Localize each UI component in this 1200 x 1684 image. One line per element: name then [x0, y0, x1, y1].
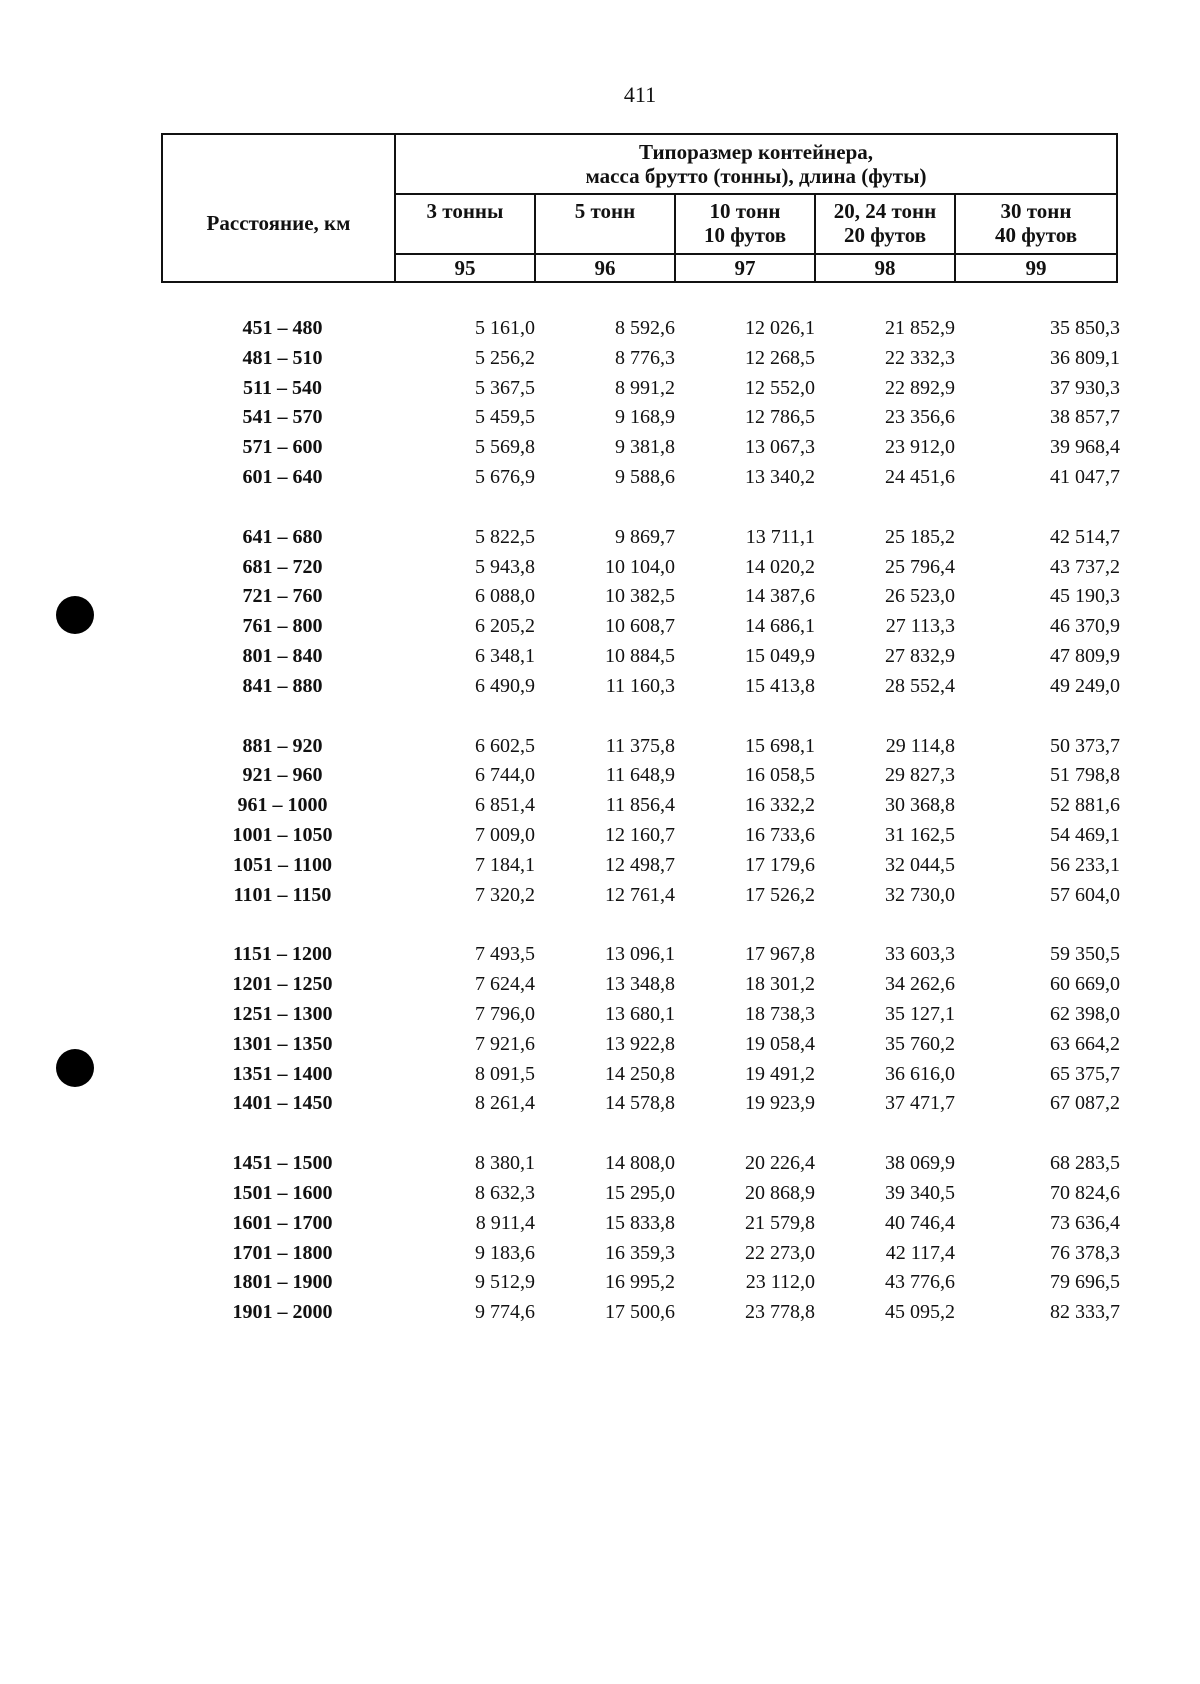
tariff-cell: 35 850,3	[1050, 317, 1120, 339]
table-row	[210, 642, 1120, 672]
distance-cell: 601 – 640	[242, 465, 323, 488]
table-row	[210, 582, 1120, 612]
distance-cell: 761 – 800	[242, 615, 323, 638]
tariff-cell: 11 856,4	[605, 794, 675, 817]
tariff-cell: 63 664,2	[1050, 1032, 1120, 1055]
tariff-cell: 35 127,1	[885, 1002, 955, 1025]
tariff-cell: 52 881,6	[1050, 794, 1120, 817]
header-group-title	[395, 134, 1117, 194]
header-col-98	[815, 194, 955, 254]
tariff-cell: 20 868,9	[745, 1181, 815, 1204]
tariff-cell: 30 368,8	[885, 794, 955, 817]
tariff-cell: 11 648,9	[605, 764, 675, 787]
tariff-cell: 8 991,2	[615, 376, 675, 399]
tariff-cell: 9 512,9	[475, 1271, 535, 1294]
distance-cell: 1251 – 1300	[232, 1002, 333, 1025]
tariff-cell: 34 262,6	[885, 973, 955, 996]
tariff-cell: 24 451,6	[885, 465, 955, 488]
table-row	[210, 732, 1120, 762]
tariff-cell: 65 375,7	[1050, 1062, 1120, 1085]
header-code: 95	[395, 254, 535, 282]
tariff-cell: 60 669,0	[1050, 973, 1120, 996]
header-col-96	[535, 194, 675, 254]
header-col-99	[955, 194, 1117, 254]
table-row	[210, 881, 1120, 911]
table-row	[210, 940, 1120, 970]
tariff-cell: 16 058,5	[745, 764, 815, 787]
tariff-cell: 6 205,2	[475, 615, 535, 638]
tariff-cell: 36 616,0	[885, 1062, 955, 1085]
tariff-cell: 13 096,1	[605, 943, 675, 966]
header-col-95	[395, 194, 535, 254]
distance-cell: 1601 – 1700	[232, 1211, 333, 1234]
header-col-label: 5 тонн	[574, 199, 636, 223]
tariff-cell: 16 332,2	[745, 794, 815, 817]
table-row	[210, 1179, 1120, 1209]
tariff-table	[210, 314, 1120, 1328]
distance-cell: 1301 – 1350	[232, 1032, 333, 1055]
tariff-cell: 26 523,0	[885, 585, 955, 608]
tariff-cell: 12 786,5	[745, 406, 815, 429]
tariff-cell: 17 967,8	[745, 943, 815, 966]
tariff-cell: 42 117,4	[885, 1241, 955, 1264]
table-row	[210, 821, 1120, 851]
tariff-cell: 15 833,8	[605, 1211, 675, 1234]
header-col-label: 20, 24 тонн	[833, 199, 937, 223]
group-spacer	[210, 493, 1120, 523]
tariff-cell: 70 824,6	[1050, 1181, 1120, 1204]
tariff-cell: 5 822,5	[475, 525, 535, 548]
table-row	[210, 1060, 1120, 1090]
tariff-cell: 6 602,5	[475, 734, 535, 757]
distance-cell: 1101 – 1150	[233, 883, 332, 906]
header-group-title-line2: масса брутто (тонны), длина (футы)	[585, 164, 927, 188]
tariff-cell: 9 869,7	[615, 525, 675, 548]
tariff-cell: 14 020,2	[745, 555, 815, 578]
tariff-cell: 33 603,3	[885, 943, 955, 966]
tariff-cell: 18 738,3	[745, 1002, 815, 1025]
tariff-cell: 38 857,7	[1050, 406, 1120, 429]
tariff-cell: 6 490,9	[475, 674, 535, 697]
tariff-cell: 49 249,0	[1050, 674, 1120, 697]
table-row	[210, 1149, 1120, 1179]
table-row	[210, 1089, 1120, 1119]
tariff-cell: 79 696,5	[1050, 1271, 1120, 1294]
tariff-cell: 14 686,1	[745, 615, 815, 638]
tariff-cell: 22 273,0	[745, 1241, 815, 1264]
header-distance	[162, 134, 395, 282]
tariff-cell: 23 112,0	[745, 1271, 815, 1294]
tariff-cell: 7 921,6	[475, 1032, 535, 1055]
table-row	[210, 523, 1120, 553]
tariff-cell: 10 104,0	[605, 555, 675, 578]
distance-cell: 681 – 720	[242, 555, 323, 578]
distance-cell: 481 – 510	[242, 346, 323, 369]
table-row	[210, 1268, 1120, 1298]
tariff-cell: 12 498,7	[605, 853, 675, 876]
punch-hole	[56, 1049, 94, 1087]
tariff-cell: 37 471,7	[885, 1092, 955, 1115]
tariff-cell: 14 808,0	[605, 1152, 675, 1175]
tariff-cell: 23 778,8	[745, 1301, 815, 1324]
distance-cell: 451 – 480	[242, 317, 323, 339]
header-group-title-line1: Типоразмер контейнера,	[638, 139, 874, 164]
table-row	[210, 553, 1120, 583]
table-row	[210, 612, 1120, 642]
tariff-cell: 41 047,7	[1050, 465, 1120, 488]
tariff-cell: 18 301,2	[745, 973, 815, 996]
tariff-cell: 17 526,2	[745, 883, 815, 906]
table-row	[210, 374, 1120, 404]
header-col-sublabel: 40 футов	[994, 223, 1078, 248]
tariff-cell: 28 552,4	[885, 674, 955, 697]
tariff-cell: 42 514,7	[1050, 525, 1120, 548]
tariff-cell: 7 320,2	[475, 883, 535, 906]
tariff-cell: 10 382,5	[605, 585, 675, 608]
tariff-cell: 37 930,3	[1050, 376, 1120, 399]
tariff-cell: 13 067,3	[745, 436, 815, 459]
header-distance-label: Расстояние, км	[206, 210, 351, 235]
tariff-cell: 20 226,4	[745, 1152, 815, 1175]
tariff-cell: 7 796,0	[475, 1002, 535, 1025]
page-number: 411	[623, 82, 657, 107]
tariff-cell: 12 552,0	[745, 376, 815, 399]
table-row	[210, 344, 1120, 374]
distance-cell: 881 – 920	[242, 734, 323, 757]
tariff-cell: 73 636,4	[1050, 1211, 1120, 1234]
tariff-cell: 6 744,0	[475, 764, 535, 787]
tariff-cell: 9 381,8	[615, 436, 675, 459]
tariff-cell: 5 676,9	[475, 465, 535, 488]
header-col-label: 10 тонн	[709, 199, 781, 223]
tariff-cell: 9 168,9	[615, 406, 675, 429]
tariff-cell: 12 761,4	[605, 883, 675, 906]
table-row	[210, 970, 1120, 1000]
tariff-cell: 12 026,1	[745, 317, 815, 339]
tariff-cell: 5 256,2	[475, 346, 535, 369]
tariff-cell: 19 491,2	[745, 1062, 815, 1085]
tariff-cell: 5 569,8	[475, 436, 535, 459]
tariff-cell: 29 114,8	[885, 734, 955, 757]
tariff-cell: 51 798,8	[1050, 764, 1120, 787]
tariff-cell: 13 680,1	[605, 1002, 675, 1025]
distance-cell: 1351 – 1400	[232, 1062, 333, 1085]
table-row	[210, 1030, 1120, 1060]
distance-cell: 721 – 760	[242, 585, 323, 608]
table-row	[210, 761, 1120, 791]
tariff-cell: 27 113,3	[885, 615, 955, 638]
tariff-cell: 13 340,2	[745, 465, 815, 488]
tariff-cell: 21 579,8	[745, 1211, 815, 1234]
tariff-cell: 23 912,0	[885, 436, 955, 459]
table-row	[210, 1209, 1120, 1239]
tariff-cell: 14 387,6	[745, 585, 815, 608]
table-row	[210, 463, 1120, 493]
table-row	[210, 433, 1120, 463]
tariff-cell: 9 183,6	[475, 1241, 535, 1264]
tariff-cell: 11 160,3	[605, 674, 675, 697]
table-row	[210, 672, 1120, 702]
tariff-cell: 39 340,5	[885, 1181, 955, 1204]
tariff-cell: 15 413,8	[745, 674, 815, 697]
tariff-cell: 39 968,4	[1050, 436, 1120, 459]
distance-cell: 641 – 680	[242, 525, 323, 548]
tariff-cell: 56 233,1	[1050, 853, 1120, 876]
tariff-cell: 36 809,1	[1050, 346, 1120, 369]
group-spacer	[210, 1119, 1120, 1149]
header-col-label: 3 тонны	[426, 199, 504, 223]
tariff-cell: 50 373,7	[1050, 734, 1120, 757]
tariff-cell: 21 852,9	[885, 317, 955, 339]
header-col-97	[675, 194, 815, 254]
table-row	[210, 1000, 1120, 1030]
table-row	[210, 314, 1120, 344]
tariff-cell: 17 500,6	[605, 1301, 675, 1324]
header-col-label: 30 тонн	[1000, 199, 1072, 223]
tariff-cell: 8 091,5	[475, 1062, 535, 1085]
tariff-cell: 45 095,2	[885, 1301, 955, 1324]
tariff-cell: 6 348,1	[475, 644, 535, 667]
distance-cell: 541 – 570	[242, 406, 323, 429]
tariff-cell: 8 592,6	[615, 317, 675, 339]
tariff-cell: 5 943,8	[475, 555, 535, 578]
tariff-cell: 9 588,6	[615, 465, 675, 488]
tariff-cell: 5 459,5	[475, 406, 535, 429]
tariff-cell: 6 088,0	[475, 585, 535, 608]
tariff-cell: 12 160,7	[605, 823, 675, 846]
tariff-cell: 8 776,3	[615, 346, 675, 369]
tariff-cell: 12 268,5	[745, 346, 815, 369]
tariff-cell: 5 367,5	[475, 376, 535, 399]
tariff-cell: 16 359,3	[605, 1241, 675, 1264]
tariff-cell: 35 760,2	[885, 1032, 955, 1055]
tariff-cell: 13 922,8	[605, 1032, 675, 1055]
tariff-table-body	[210, 314, 1120, 1328]
table-row	[210, 851, 1120, 881]
distance-cell: 1051 – 1100	[233, 853, 332, 876]
tariff-cell: 7 184,1	[475, 853, 535, 876]
header-code: 98	[815, 254, 955, 282]
distance-cell: 571 – 600	[242, 436, 323, 459]
tariff-cell: 6 851,4	[475, 794, 535, 817]
header-code: 96	[535, 254, 675, 282]
distance-cell: 511 – 540	[243, 376, 322, 399]
tariff-cell: 8 632,3	[475, 1181, 535, 1204]
tariff-cell: 40 746,4	[885, 1211, 955, 1234]
tariff-cell: 5 161,0	[475, 317, 535, 339]
punch-hole	[56, 596, 94, 634]
tariff-cell: 43 737,2	[1050, 555, 1120, 578]
tariff-cell: 15 295,0	[605, 1181, 675, 1204]
table-row	[210, 1239, 1120, 1269]
tariff-cell: 17 179,6	[745, 853, 815, 876]
tariff-cell: 43 776,6	[885, 1271, 955, 1294]
tariff-cell: 15 049,9	[745, 644, 815, 667]
header-code: 99	[955, 254, 1117, 282]
tariff-cell: 45 190,3	[1050, 585, 1120, 608]
distance-cell: 1151 – 1200	[233, 943, 332, 966]
distance-cell: 921 – 960	[242, 764, 323, 787]
tariff-cell: 7 009,0	[475, 823, 535, 846]
tariff-cell: 8 261,4	[475, 1092, 535, 1115]
tariff-cell: 10 608,7	[605, 615, 675, 638]
tariff-cell: 16 733,6	[745, 823, 815, 846]
distance-cell: 1451 – 1500	[232, 1152, 333, 1175]
tariff-cell: 29 827,3	[885, 764, 955, 787]
tariff-cell: 11 375,8	[605, 734, 675, 757]
tariff-cell: 7 493,5	[475, 943, 535, 966]
tariff-cell: 46 370,9	[1050, 615, 1120, 638]
distance-cell: 1901 – 2000	[232, 1301, 333, 1324]
table-row	[210, 791, 1120, 821]
tariff-cell: 22 892,9	[885, 376, 955, 399]
table-row	[210, 1298, 1120, 1328]
tariff-cell: 14 578,8	[605, 1092, 675, 1115]
tariff-cell: 7 624,4	[475, 973, 535, 996]
tariff-cell: 14 250,8	[605, 1062, 675, 1085]
tariff-cell: 68 283,5	[1050, 1152, 1120, 1175]
tariff-cell: 57 604,0	[1050, 883, 1120, 906]
tariff-cell: 38 069,9	[885, 1152, 955, 1175]
distance-cell: 1801 – 1900	[232, 1271, 333, 1294]
tariff-cell: 13 348,8	[605, 973, 675, 996]
tariff-cell: 19 058,4	[745, 1032, 815, 1055]
tariff-cell: 59 350,5	[1050, 943, 1120, 966]
tariff-cell: 19 923,9	[745, 1092, 815, 1115]
tariff-cell: 8 911,4	[475, 1211, 535, 1234]
tariff-cell: 22 332,3	[885, 346, 955, 369]
header-col-sublabel: 10 футов	[703, 223, 787, 248]
tariff-cell: 82 333,7	[1050, 1301, 1120, 1324]
table-row	[210, 403, 1120, 433]
distance-cell: 961 – 1000	[237, 794, 328, 817]
tariff-cell: 32 044,5	[885, 853, 955, 876]
tariff-cell: 10 884,5	[605, 644, 675, 667]
distance-cell: 1401 – 1450	[232, 1092, 333, 1115]
distance-cell: 1701 – 1800	[232, 1241, 333, 1264]
tariff-cell: 23 356,6	[885, 406, 955, 429]
distance-cell: 841 – 880	[242, 674, 323, 697]
tariff-cell: 25 796,4	[885, 555, 955, 578]
tariff-cell: 54 469,1	[1050, 823, 1120, 846]
tariff-cell: 27 832,9	[885, 644, 955, 667]
tariff-cell: 62 398,0	[1050, 1002, 1120, 1025]
tariff-cell: 32 730,0	[885, 883, 955, 906]
tariff-cell: 67 087,2	[1050, 1092, 1120, 1115]
tariff-cell: 16 995,2	[605, 1271, 675, 1294]
tariff-cell: 15 698,1	[745, 734, 815, 757]
tariff-cell: 25 185,2	[885, 525, 955, 548]
distance-cell: 1001 – 1050	[232, 823, 333, 846]
header-code: 97	[675, 254, 815, 282]
group-spacer	[210, 910, 1120, 940]
tariff-cell: 47 809,9	[1050, 644, 1120, 667]
tariff-cell: 31 162,5	[885, 823, 955, 846]
tariff-cell: 76 378,3	[1050, 1241, 1120, 1264]
distance-cell: 1201 – 1250	[232, 973, 333, 996]
distance-cell: 1501 – 1600	[232, 1181, 333, 1204]
tariff-cell: 13 711,1	[745, 525, 815, 548]
table-header	[161, 133, 1118, 283]
tariff-cell: 8 380,1	[475, 1152, 535, 1175]
group-spacer	[210, 702, 1120, 732]
header-col-sublabel: 20 футов	[843, 223, 927, 248]
tariff-cell: 9 774,6	[475, 1301, 535, 1324]
distance-cell: 801 – 840	[242, 644, 323, 667]
